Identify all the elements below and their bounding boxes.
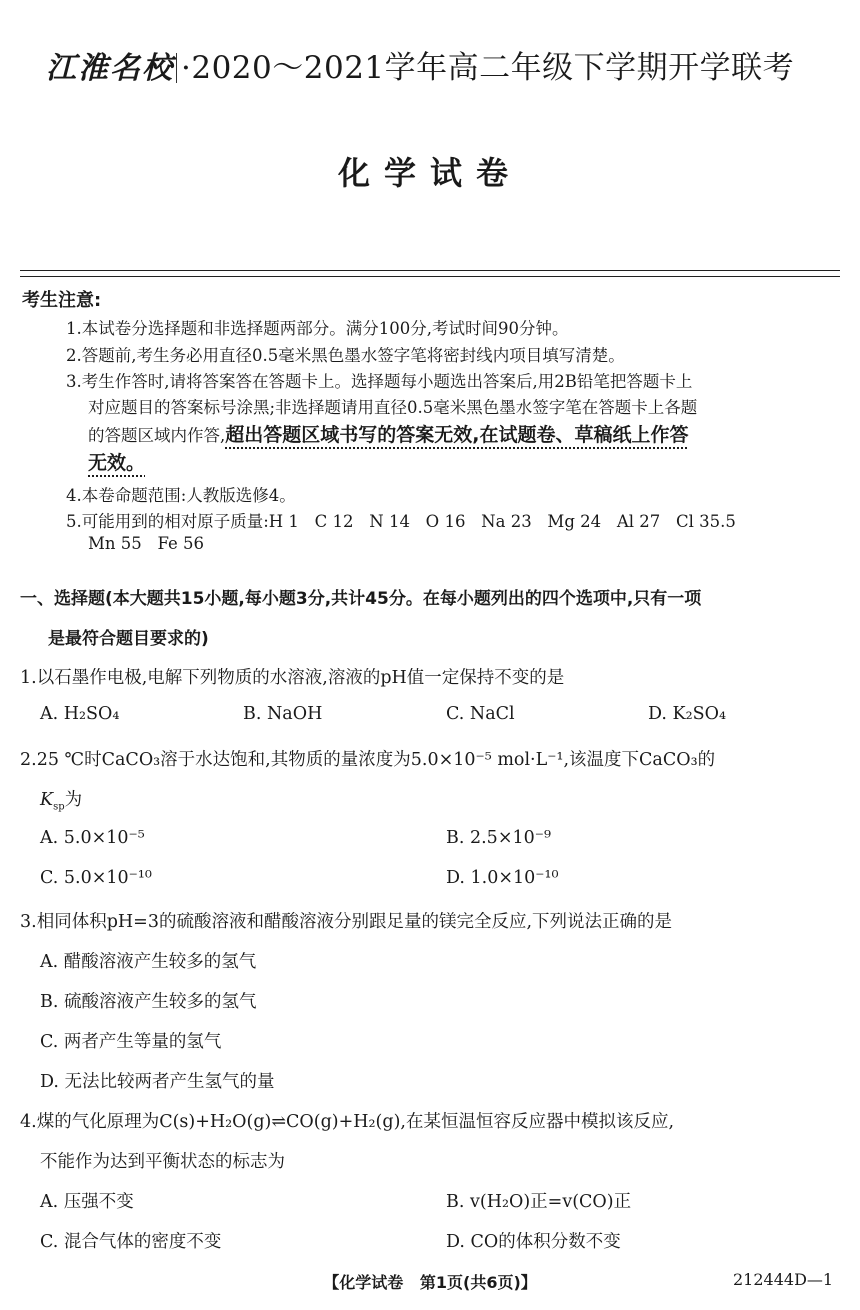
brand-name: 江淮名校 (46, 51, 174, 86)
q1-option-b: B. NaOH (243, 704, 323, 724)
notice-item-3-end (88, 448, 145, 475)
notice-item-2: 2.答题前,考生务必用直径0.5毫米黑色墨水签字笔将密封线内项目填写清楚。 (66, 346, 625, 365)
q4-option-b: B. v(H₂O)正=v(CO)正 (446, 1192, 632, 1212)
paper-code: 212444D—1 (733, 1270, 834, 1289)
exam-title (46, 42, 794, 87)
q2-option-a: A. 5.0×10⁻⁵ (40, 828, 145, 848)
notice-heading: 考生注意: (22, 290, 102, 311)
q1-option-a: A. H₂SO₄ (40, 704, 120, 724)
q1-option-d: D. K₂SO₄ (648, 704, 726, 724)
notice-item-3: 3.考生作答时,请将答案答在答题卡上。选择题每小题选出答案后,用2B铅笔把答题卡上 (66, 372, 693, 391)
q1-option-c: C. NaCl (446, 704, 515, 724)
question-4-stem-cont: 不能作为达到平衡状态的标志为 (40, 1152, 285, 1172)
brand-divider (176, 53, 177, 83)
notice-item-3-cont: 对应题目的答案标号涂黑;非选择题请用直径0.5毫米黑色墨水签字笔在答题卡上各题 (88, 398, 698, 417)
q4-option-c: C. 混合气体的密度不变 (40, 1232, 222, 1252)
question-2-stem: 2.25 ℃时CaCO₃溶于水达饱和,其物质的量浓度为5.0×10⁻⁵ mol·L⁻¹,该温度下CaCO₃的 (20, 750, 716, 770)
question-1-stem: 1.以石墨作电极,电解下列物质的水溶液,溶液的pH值一定保持不变的是 (20, 668, 565, 688)
divider-top (20, 270, 840, 271)
q3-option-a: A. 醋酸溶液产生较多的氢气 (40, 952, 257, 972)
notice-item-5-cont: Mn 55 Fe 56 (88, 534, 205, 553)
notice-item-4: 4.本卷命题范围:人教版选修4。 (66, 486, 296, 505)
question-3-stem: 3.相同体积pH=3的硫酸溶液和醋酸溶液分别跟足量的镁完全反应,下列说法正确的是 (20, 912, 673, 932)
q2-option-c: C. 5.0×10⁻¹⁰ (40, 868, 152, 888)
q2-option-b: B. 2.5×10⁻⁹ (446, 828, 551, 848)
section-heading: 一、选择题(本大题共15小题,每小题3分,共计45分。在每小题列出的四个选项中,只有一项 (20, 589, 702, 609)
q2-option-d: D. 1.0×10⁻¹⁰ (446, 868, 559, 888)
notice-emphasis: 超出答题区域书写的答案无效,在试题卷、草稿纸上作答 (225, 424, 689, 446)
question-2-stem-cont: $K_{sp}$为 (40, 790, 83, 813)
page-footer: 【化学试卷 第1页(共6页)】 (323, 1273, 537, 1292)
q4-option-d: D. CO的体积分数不变 (446, 1232, 621, 1252)
notice-emphasis-end: 无效。 (88, 452, 146, 474)
divider-bottom (20, 276, 840, 277)
notice-item-1: 1.本试卷分选择题和非选择题两部分。满分100分,考试时间90分钟。 (66, 319, 569, 338)
q3-option-c: C. 两者产生等量的氢气 (40, 1032, 222, 1052)
q3-option-b: B. 硫酸溶液产生较多的氢气 (40, 992, 257, 1012)
notice-item-5: 5.可能用到的相对原子质量:H 1 C 12 N 14 O 16 Na 23 Mg 24 Al 27 Cl 35.5 (66, 512, 736, 531)
q3-option-d: D. 无法比较两者产生氢气的量 (40, 1072, 275, 1092)
q4-option-a: A. 压强不变 (40, 1192, 134, 1212)
subject-title: 化学试卷 (337, 154, 522, 192)
notice-item-3-cont2: 的答题区域内作答,超出答题区域书写的答案无效,在试题卷、草稿纸上作答 (88, 424, 689, 446)
question-4-stem: 4.煤的气化原理为C(s)+H₂O(g)⇌CO(g)+H₂(g),在某恒温恒容反应器中模拟该反应, (20, 1112, 675, 1132)
exam-title-text: ·2020～2021学年高二年级下学期开学联考 (181, 50, 795, 86)
section-heading-cont: 是最符合题目要求的) (48, 629, 209, 649)
